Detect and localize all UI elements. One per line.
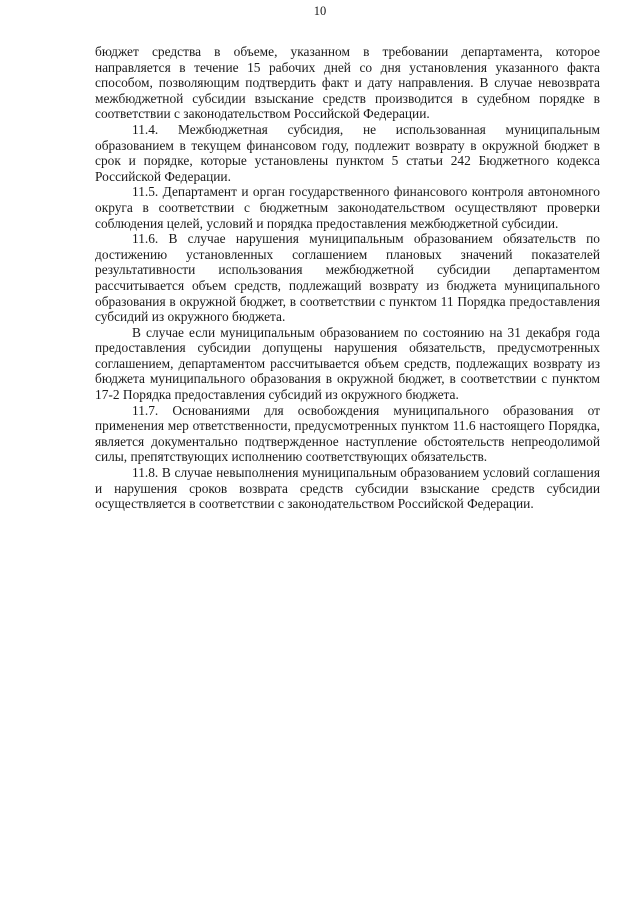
paragraph-11-6-addendum: В случае если муниципальным образованием по состоянию на 31 декабря года предоставления субсидии допущены нарушения обязательств, предусмотренных соглашением, департаментом рассчитывается объем средств, подлежащих возврату из бюджета муниципального образования в окружной бюджет, в соответствии с пунктом 17-2 Порядка предоставления субсидий из окружного бюджета. (95, 324, 600, 403)
paragraph-11-4: 11.4. Межбюджетная субсидия, не использованная муниципальным образованием в текущем финансовом году, подлежит возврату в окружной бюджет в срок и порядке, которые установлены пунктом 5 статьи 242 Бюджетного кодекса Российской Федерации. (95, 121, 600, 184)
document-body (95, 44, 600, 512)
paragraph-11-6: 11.6. В случае нарушения муниципальным образованием обязательств по достижению установленных соглашением плановых значений показателей результативности использования межбюджетной субсидии департаментом рассчитывается объем средств, подлежащий возврату из бюджета муниципального образования в окружной бюджет, в соответствии с пунктом 11 Порядка предоставления субсидий из окружного бюджета. (95, 231, 600, 325)
page-number: 10 (313, 4, 327, 18)
paragraph-continuation: бюджет средства в объеме, указанном в требовании департамента, которое направляется в течение 15 рабочих дней со дня установления указанного факта способом, позволяющим подтвердить факт и дату направления. В случае невозврата межбюджетной субсидии взыскание средств производится в судебном порядке в соответствии с законодательством Российской Федерации. (95, 44, 600, 122)
paragraph-11-7: 11.7. Основаниями для освобождения муниципального образования от применения мер ответственности, предусмотренных пунктом 11.6 настоящего Порядка, является документально подтвержденное наступление обстоятельств непреодолимой силы, препятствующих исполнению соответствующих обязательств. (95, 402, 600, 465)
paragraph-11-5: 11.5. Департамент и орган государственного финансового контроля автономного округа в соответствии с бюджетным законодательством осуществляют проверки соблюдения целей, условий и порядка предоставления межбюджетной субсидии. (95, 184, 600, 231)
paragraph-11-8: 11.8. В случае невыполнения муниципальным образованием условий соглашения и нарушения сроков возврата средств субсидии взыскание средств субсидии осуществляется в соответствии с законодательством Российской Федерации. (95, 465, 600, 512)
